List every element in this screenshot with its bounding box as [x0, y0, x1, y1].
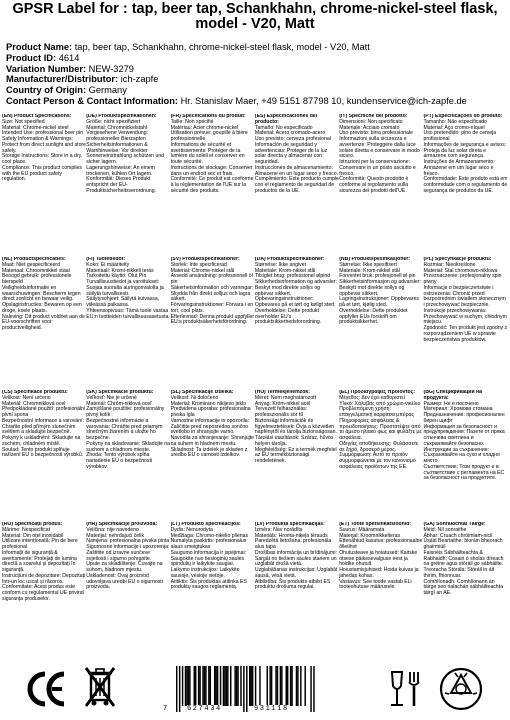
- spec-line: Usklađenost: Ovaj proizvod udovoljava uredbi EU o sigurnosti proizvoda.: [86, 572, 163, 591]
- spec-line: Materijal: nehrđajući čelik: [86, 532, 145, 539]
- spec-heading: (EN) Product Specifications:: [2, 114, 72, 119]
- spec-column: [339, 390, 423, 522]
- barcode-bar: [176, 666, 177, 712]
- spec-heading: (GA) Sonraíochtaí Táirge:: [423, 522, 486, 527]
- spec-line: Materiaal: Chroomnikkel staal: [2, 267, 70, 274]
- spec-line: Velikost: Ni določeno: [170, 394, 219, 401]
- barcode-bar: [271, 666, 272, 706]
- barcode-bar: [195, 666, 196, 706]
- spec-heading: (FR) Spécifications du produit:: [170, 114, 246, 119]
- spec-line: Compliance: This product complies with the EU product safety regulation.: [2, 164, 82, 183]
- spec-line: Sicherheitsinformationen & Warnhinweise: Vor direkter Sonneneinstrahlung schützen und sicher lagern.: [86, 141, 165, 165]
- spec-line: Pokyny na skladovanie: Skladujte na suchom a chladnom mieste.: [86, 440, 171, 453]
- spec-line: Säilytysohjeet: Säilytä kuivassa, viileässä paikassa.: [86, 296, 160, 308]
- spec-line: Tamaño: No especificado: [254, 124, 313, 131]
- barcode-bar: [246, 666, 247, 712]
- barcode-bar: [224, 666, 225, 706]
- spec-line: Atitiktis: Šis produktas atitinka ES produktų saugos reglamentą.: [170, 578, 247, 591]
- spec-heading: (ES) Especificaciones del producto:: [254, 114, 318, 125]
- spec-line: Bezpečnostní informace a varování: Chraňte před přímým slunečním světlem a skladujte bezpečně.: [2, 417, 85, 436]
- barcode-bar: [252, 666, 253, 706]
- spec-line: Yhteensopivuus: Tämä tuote vastaa EU:n tuotteiden turvallisuusasetusta.: [86, 307, 170, 320]
- barcode-bar: [269, 666, 270, 706]
- spec-line: Materiał: Stal chromowo-niklowa: [423, 267, 498, 274]
- spec-line: Opbevaringsinstruktioner: Opbevares på et tørt og køligt sted.: [254, 296, 336, 308]
- spec-line: Material: Aço cromo-níquel: [423, 124, 485, 131]
- spec-line: Förvaringsinstruktioner: Förvara i en torr, cool plats.: [170, 302, 254, 314]
- spec-heading: (RO) Specificații produs:: [2, 522, 63, 527]
- barcode-bar: [291, 666, 292, 706]
- spec-line: Sikkerhetsinformasjon og advarsler: Beskytt mot direkte sollys og oppbevar sikkert.: [339, 279, 421, 297]
- spec-line: Biztonsági információk és figyelmeztetések: Óvja a közvetlen napfénytől és tárolja biztonságosan.: [254, 417, 337, 436]
- spec-line: Material: Chrome-nickel steel: [2, 124, 69, 131]
- spec-line: Konformität: Dieses Produkt entspricht der EU-Produktsicherheitsverordnung.: [86, 176, 157, 194]
- spec-line: Treoracha Stórála: Stóráil in áit thirim, fhionnuar.: [423, 567, 495, 579]
- spec-heading: (FI) Tuotetiedot:: [86, 257, 126, 262]
- spec-column: [423, 114, 507, 246]
- spec-line: Materiale: Acciaio cromato: [339, 124, 400, 131]
- barcode-bar: [249, 666, 250, 706]
- spec-line: Varnostne informacije in opozorila: Zaščitite pred neposredno sončno svetlobo in shranjujte varno.: [170, 417, 250, 436]
- spec-line: Размер: Не е посочено: [423, 400, 479, 407]
- spec-line: Sikkerhedsinformation og advarsler: Beskyt mod direkte sollys og opbevar sikkert.: [254, 279, 337, 297]
- food-safe-glass-fork-icon: [386, 668, 426, 710]
- spec-column: [86, 257, 170, 389]
- barcode-bar: [287, 666, 288, 706]
- spec-line: Méid: Níl sonraithe: [423, 526, 467, 533]
- barcode-bar: [240, 666, 241, 706]
- spec-heading: (ET) Toote spetsifikatsioonid:: [339, 522, 412, 527]
- barcode-bar: [186, 666, 187, 706]
- label-footer: [0, 658, 510, 720]
- spec-line: Informații de siguranță & avertismente: Protejați de lumina directă a soarelui și depozitați în siguranță.: [2, 549, 77, 573]
- spec-line: Zhoda: Tento výrobok spĺňa nariadenie EÚ o bezpečnosti výrobkov.: [86, 452, 153, 470]
- spec-column: [423, 257, 507, 389]
- spec-heading: (CS) Specifikace produktu:: [2, 390, 68, 395]
- spec-column: [86, 390, 170, 522]
- spec-line: Drošības informācija un brīdinājumi: Sargāt no tiešiem saules stariem un uzglabāt drošā vietā.: [254, 549, 337, 568]
- spec-line: Dydis: Nenurodyta: [170, 526, 213, 533]
- spec-line: Materiale: Krom-nikkel stål: [254, 267, 316, 274]
- spec-column: [86, 114, 170, 246]
- barcode-bar: [280, 666, 281, 706]
- spec-heading: (BG) Спецификации на продукта:: [423, 390, 483, 401]
- spec-line: Vastavus: See toode vastab ELi tooteohutuse määrusele.: [339, 578, 412, 591]
- spec-line: Συμμόρφωση: Αυτό το προϊόν συμμορφώνεται με τον κανονισμό ασφάλειας προϊόντων της ΕΕ.: [339, 452, 416, 470]
- spec-line: Conformità: Questo prodotto è conforme al regolamento sulla sicurezza dei prodotti dell'UE.: [339, 176, 409, 194]
- spec-column: [171, 257, 255, 389]
- spec-heading: (PT) Especificações do produto:: [423, 114, 503, 119]
- spec-line: Méret: Nem meghatározott: [254, 394, 317, 401]
- spec-line: Overholdelse: Dette produkt overholder EU's produktsikkerhedsforordning.: [254, 307, 322, 326]
- spec-line: Předpokládané použití: profesionální pivní spona: [2, 406, 86, 418]
- barcode-bar: [259, 666, 260, 706]
- spec-line: Utilizare intenționată: Pin de bere profesional: [2, 538, 78, 550]
- spec-heading: (HR) Specifikacije proizvoda:: [86, 522, 158, 527]
- spec-line: Informations de sécurité et avertissements: Protéger de la lumière du soleil et conserver en toute sécurité.: [170, 141, 245, 165]
- spec-line: Storlek: Inte specificerad: [170, 261, 227, 268]
- barcode-bar: [204, 666, 205, 706]
- spec-line: Zgodność: Ten produkt jest zgodny z rozporządzeniem UE w sprawie bezpieczeństwa produktów.: [423, 325, 508, 343]
- spec-line: Paredzētā lietošana: profesionāla alus tapa: [254, 538, 332, 550]
- spec-line: Beoogd gebruik: professionele bierspeld: [2, 273, 72, 285]
- barcode-digits-left: 627434: [187, 705, 222, 713]
- spec-line: Przeznaczenie: profesjonalny spin piwny: [423, 273, 502, 285]
- spec-line: Veličina: nije navedeno: [86, 526, 139, 533]
- spec-line: Материал: Хромова стомана: [423, 406, 493, 413]
- spec-column: [423, 522, 507, 654]
- barcode-bar: [230, 666, 231, 706]
- spec-line: Navodila za shranjevanje: Shranjujte na suhem in hladnem mestu.: [170, 435, 255, 447]
- spec-line: Instruções de Armazenamento: Armazene em um lugar seco e fresco.: [423, 159, 495, 177]
- spec-line: Uso previsto: cerveza profesional: [254, 136, 331, 142]
- spec-column: [255, 522, 339, 654]
- ce-mark-icon: [26, 668, 68, 710]
- barcode-bar: [237, 666, 238, 706]
- spec-line: Material: Chrome-nickel stål: [170, 267, 235, 274]
- spec-line: Taille: Non spécifié: [170, 118, 214, 125]
- spec-heading: (IT) Specifiche del prodotto:: [339, 114, 408, 119]
- barcode-bar: [227, 666, 228, 706]
- spec-line: Ohutusteave ja hoiatused: Kaitske otsese päikesevalguse eest ja hoidke ohutult.: [339, 549, 418, 568]
- spec-line: Materiaali: Kromi-nikkeli teräs: [86, 267, 154, 274]
- barcode-bar: [194, 666, 195, 706]
- spec-heading: (LT) Produkto specifikacijos:: [170, 522, 241, 527]
- barcode-bar: [234, 666, 235, 706]
- spec-line: Uso pretendido: pino de cerveja profissional: [423, 130, 497, 142]
- spec-column: [86, 522, 170, 654]
- spec-line: Instrucțiuni de depozitare: Depozitați într-un loc uscat și răcoros.: [2, 572, 86, 585]
- spec-line: Maat: Niet gespecificeerd: [2, 261, 61, 268]
- spec-block: [2, 390, 508, 522]
- barcode-bar: [267, 666, 268, 706]
- spec-line: Dimensioni: Non specificato: [339, 118, 403, 125]
- barcode-bar: [236, 666, 237, 706]
- spec-line: Προβλεπόμενη χρήση: επαγγελματική καρφίτσα μπύρας: [339, 406, 414, 418]
- barcode-bar: [198, 666, 199, 706]
- spec-line: Größe: nicht spezifiziert: [86, 118, 141, 125]
- spec-heading: (LV) Produkta specifikācijas:: [254, 522, 325, 527]
- barcode-bar: [210, 666, 211, 706]
- spec-line: Instructions de stockage: Conserver dans un endroit sec et frais.: [170, 164, 253, 177]
- spec-line: Anyag: Króm-nikkel acél: [254, 400, 311, 407]
- spec-line: Material: Din oțel inoxidabil: [2, 532, 64, 539]
- spec-line: Bezpečnostné informácie a varovania: Chráňte pred priamym slnečným žiarením a uložte ho bezpečne.: [86, 417, 163, 441]
- spec-column: [339, 114, 423, 246]
- spec-line: Izmērs: Nav norādīts: [254, 526, 303, 533]
- barcode-bar: [220, 666, 221, 706]
- spec-line: Material: Chromnickelstahl: [86, 124, 147, 131]
- barcode-bar: [215, 666, 216, 706]
- barcode-bar: [202, 666, 203, 706]
- barcode-bar: [182, 666, 183, 706]
- spec-line: Tamanho: Não especificado: [423, 118, 487, 125]
- spec-line: Lagerungshinweise: An einem trockenen, kühlen Ort lagern.: [86, 164, 155, 177]
- spec-line: Cumplimiento: Este producto cumple con el reglamento de seguridad de productos de la UE.: [254, 176, 339, 194]
- spec-line: Størrelse: Ikke spesifisert: [339, 261, 397, 268]
- spec-line: Rozmiar: Nieokreślone: [423, 261, 476, 268]
- spec-line: Съответствие: Този продукт е в съответствие с регламента на ЕС за безопасност на продуктите.: [423, 463, 505, 482]
- barcode-bar: [185, 666, 186, 706]
- spec-heading: (NB) Produktspesifikasjoner:: [339, 257, 411, 262]
- spec-column: [2, 390, 86, 522]
- info-country-of-origin: Country of Origin: Germany: [6, 85, 127, 96]
- spec-line: Μέγεθος: Δεν έχει καθοριστεί: [339, 394, 405, 401]
- spec-line: Инструкции за съхранение: Съхранявайте на сухо и хладно място.: [423, 446, 500, 464]
- spec-line: Avsedd användning: professionell öl pin: [170, 273, 253, 285]
- recycling-symbol-icon: [438, 666, 484, 712]
- spec-line: Vorgesehene Verwendung: professioneller Bierzapfen: [86, 130, 149, 142]
- spec-block: [2, 114, 508, 246]
- page-title: GPSR Label for : tap, beer tap, Schankhahn, chrome-nickel-steel flask, model - V20, Matt: [12, 1, 498, 32]
- spec-line: Informazioni sulla sicurezza e avvertenze: Proteggere dalla luce solare diretta e conservare in modo sicuro.: [339, 136, 420, 160]
- spec-line: Medžiaga: Chromo-nikelio plienas: [170, 532, 249, 539]
- barcode-bar: [226, 666, 227, 706]
- spec-line: Информация за безопасност и предупреждения: Пазете от пряка слънчева светлина и съхранявайте безопасно.: [423, 423, 505, 447]
- spec-line: Upute za skladištenje: Čuvajte na suhom, hladnom mjestu.: [86, 561, 163, 573]
- info-contact: Contact Person & Contact Information: Hr. Stanislav Maer, +49 5151 87798 10, kundenservice@ich-zapfe.de: [6, 95, 467, 106]
- spec-line: Предназначение: професионален бирен щифт: [423, 412, 505, 424]
- spec-line: Tárolási utasítások: Száraz, hűvös helyen tárolja.: [254, 435, 334, 447]
- spec-line: Size: Not specified: [2, 118, 45, 125]
- spec-line: Predvidena uporaba: profesionalna pivska igla: [170, 406, 251, 418]
- barcode-bar: [255, 666, 256, 706]
- spec-heading: (SK) Špecifikácie produktu:: [86, 390, 154, 395]
- spec-line: Materiale: Krom-nikkel stål: [339, 267, 400, 274]
- spec-line: Zamýšľané použitie: profesionálny pivný kolík: [86, 406, 165, 418]
- barcode-bar: [286, 666, 287, 706]
- barcode-bar: [217, 666, 218, 706]
- barcode-bar: [313, 666, 314, 712]
- spec-column: [255, 390, 339, 522]
- spec-line: Tarkoitettu käyttö: Olut Pin: [86, 273, 147, 280]
- spec-column: [339, 257, 423, 389]
- info-product-name: Product Name: tap, beer tap, Schankhahn, chrome-nickel-steel flask, model - V20, Matt: [6, 42, 370, 52]
- barcode-bar: [205, 666, 206, 706]
- spec-column: [255, 114, 339, 246]
- spec-line: Intended Use: professional beer pin: [2, 130, 84, 137]
- spec-column: [2, 522, 86, 654]
- spec-line: Efterlevnad: Denna produkt uppfyller EU:s produktsäkerhetsförordning.: [170, 313, 255, 326]
- barcode-bar: [296, 666, 297, 706]
- spec-line: Lagringsinstruksjoner: Oppbevares på et tørt, kjølig sted.: [339, 296, 419, 308]
- product-info: [6, 42, 506, 107]
- spec-line: Namjena: profesionalna pivska pinta: [86, 538, 170, 545]
- spec-line: Megfelelőség: Ez a termék megfelel az EU termékbiztonsági rendeletének.: [254, 446, 337, 464]
- spec-line: Materjal: Kroomnikkelteras: [339, 532, 401, 539]
- spec-line: Πληροφορίες ασφάλειας & προειδοποιήσεις: Προστατέψτε από το άμεσο ηλιακό φως και φυλάξτε με ασφάλεια.: [339, 417, 422, 441]
- spec-column: [2, 257, 86, 389]
- spec-line: Istruzioni per la conservazione: Conservare in un posto asciutto e fresco.: [339, 159, 416, 177]
- spec-line: Ettenähtud kasutus: professionaalne õlletihvt: [339, 538, 423, 550]
- spec-line: Οδηγίες αποθήκευσης: Φυλάσσετε σε ξηρό, δροσερό μέρος.: [339, 440, 419, 453]
- spec-line: Comhlíonadh: Comhlíonann an táirge seo rialachán sábháilteachta táirgí an AE.: [423, 578, 503, 596]
- spec-line: Velikost: Není určeno: [2, 394, 51, 401]
- spec-line: Materiāls: Hroma-niķeļa tērauds: [254, 532, 328, 539]
- spec-line: Koko: Ei määritelty: [86, 261, 130, 268]
- spec-line: Soulad: Tento produkt splňuje nařízení EU o bezpečnosti výrobků.: [2, 446, 84, 459]
- spec-heading: (PL) Specyfikacje produktu:: [423, 257, 492, 262]
- barcode-bar: [188, 666, 189, 706]
- spec-line: Instrucciones de almacenamiento: Almacene en un lugar seco y fresco.: [254, 164, 339, 177]
- spec-line: Conformité: Ce produit est conforme à la réglementation de l'UE sur la sécurité des produits.: [170, 176, 254, 194]
- spec-line: Informações de segurança e avisos: Proteja da luz solar direta e armazene com segurança.: [423, 141, 507, 160]
- info-product-id: Product ID: 4614: [6, 52, 80, 63]
- spec-line: Laikymo instrukcijos: Laikykite sausoje, vėsioje vietoje.: [170, 567, 240, 579]
- barcode-bar: [214, 666, 215, 706]
- spec-heading: (HU) Termékjellemzők:: [254, 390, 310, 395]
- barcode-bar: [250, 666, 251, 706]
- spec-column: [2, 114, 86, 246]
- spec-line: Uzglabāšanas instrukcijas: Uzglabāt sausā, vēsā vietā.: [254, 567, 338, 579]
- spec-column: [423, 390, 507, 522]
- spec-line: Veľkosť: Nie je určené: [86, 394, 137, 401]
- spec-line: Faisnéis Sábháilteachta & Rabhaidh: Cosain ó sholas díreach na gréine agus stóráil go sábháilte.: [423, 549, 504, 568]
- spec-line: Información de seguridad y advertencias: Proteger de la luz solar directa y almacenar con seguridad.: [254, 141, 328, 165]
- spec-line: Matériau: Acier chrome-nickel: [170, 124, 239, 131]
- barcode-bar: [297, 666, 298, 706]
- barcode-bar: [304, 666, 305, 706]
- spec-heading: (EL) Προδιαγραφές προϊόντος:: [339, 390, 416, 395]
- spec-line: Uso previsto: birra professionale: [339, 130, 413, 137]
- barcode-bar: [208, 666, 209, 706]
- spec-column: [255, 257, 339, 389]
- spec-line: Υλικό: Χάλυβας από χρώμιο-νικέλιο: [339, 400, 421, 407]
- barcode-bar: [243, 666, 244, 712]
- spec-line: Atbilstība: Šis produkts atbilst ES produktu drošuma regulai.: [254, 578, 331, 591]
- barcode-bar: [300, 666, 301, 706]
- spec-line: Ábhar: Cruach chróimiam-nicil: [423, 532, 493, 539]
- barcode-bar: [179, 666, 180, 712]
- barcode-bar: [310, 666, 311, 712]
- spec-heading: (SL) Specifikacije izdelka:: [170, 390, 234, 395]
- spec-heading: (NL) Productspecificaties:: [2, 257, 66, 262]
- spec-line: Instrukcje przechowywania: Przechowywać w suchym, chłodnym miejscu.: [423, 307, 507, 326]
- spec-line: Saugumo informacija ir įspėjimai: Saugokite nuo tiesioginių saulės spindulių ir laikykite saugiai.: [170, 549, 247, 568]
- spec-line: Turvallisuustiedot ja varoitukset: Suojaa suoralta auringonvalolta ja säilytä turvallisesti.: [86, 279, 164, 297]
- spec-line: Veiligheidsinformatie en waarschuwingen: Bescherm tegen direct zonlicht en bewaar veilig.: [2, 284, 81, 303]
- spec-line: Storage Instructions: Store in a dry, cool place.: [2, 153, 83, 165]
- spec-line: Informacje o bezpieczeństwie i ostrzeżenia: Chronić przed bezpośrednim światłem słonecznym i przechowywać bezpiecznie.: [423, 284, 506, 308]
- spec-line: Material: Acero cromado-acero: [254, 130, 326, 137]
- spec-line: Størrelse: Ikke angivet: [254, 261, 307, 268]
- barcode-bar: [189, 666, 190, 706]
- spec-line: Skladnost: Ta izdelek je skladen z uredbo EU o varnosti izdelkov.: [170, 446, 248, 459]
- spec-block: [2, 522, 508, 654]
- spec-line: Sigurnosne informacije i upozorenja: Zaštitite od izravne sunčeve svjetlosti i sigurno pohranite.: [86, 544, 170, 562]
- spec-block: [2, 257, 508, 389]
- spec-line: Safety Information & Warnings: Protect from direct sunlight and store safely.: [2, 136, 86, 154]
- spec-heading: (SV) Produktspecifikationer:: [170, 257, 240, 262]
- spec-line: Naleving: Dit product voldoet aan de EU-voorschriften voor productveiligheid.: [2, 313, 85, 331]
- spec-line: Úsáid Beartaithe: bioráin bheorach ghairmiúil: [423, 538, 503, 550]
- barcode-bar: [223, 666, 224, 706]
- spec-line: Materiál: Chróm-niklová oceľ: [86, 400, 152, 407]
- spec-line: Conformidade: Este produto está em conformidade com o regulamento de segurança de produtos da UE.: [423, 176, 508, 194]
- info-variation-number: Variation Number: NEW-3279: [6, 63, 134, 74]
- barcode-bar: [277, 666, 278, 706]
- spec-line: Materiál: Chromniklová ocel: [2, 400, 66, 407]
- barcode-bar: [290, 666, 291, 706]
- barcode-digits-right: 931118: [254, 705, 289, 713]
- spec-line: Tervezett felhasználás: professzionális sör tű: [254, 406, 308, 418]
- info-manufacturer: Manufacturer/Distributor: ich-zapfe: [6, 74, 159, 85]
- weee-crossed-bin-icon: [84, 666, 116, 710]
- spec-heading: (DE) Produktspezifikationen:: [86, 114, 157, 119]
- spec-line: Mărime: Nespecificat: [2, 526, 50, 533]
- spec-column: [171, 114, 255, 246]
- spec-line: Utilisation prévue: goupille à bière professionnelle: [170, 130, 248, 142]
- spec-line: Tilsigtet brug: professionel ølpind: [254, 273, 331, 280]
- spec-line: Suurus: Määramata: [339, 526, 385, 533]
- barcode-digit-first: 7: [163, 705, 168, 713]
- spec-line: Forventet bruk: profesjonell øl pin: [339, 273, 416, 280]
- spec-line: Opslaginstructies: Bewaren op een droge, koele plaats.: [2, 302, 82, 314]
- barcode-bar: [199, 666, 200, 706]
- spec-line: Numatyta paskirtis: profesionalus alaus smeigtukas: [170, 538, 247, 550]
- spec-line: Pokyny k uskladnění: Skladujte na suchém, chladném místě.: [2, 435, 81, 447]
- spec-line: Material: Kromirano nikljevo jeklo: [170, 400, 247, 407]
- barcode-bar: [275, 666, 276, 706]
- spec-line: Conformitate: Acest produs este conform cu regulamentul UE privind siguranța produselor.: [2, 584, 84, 602]
- spec-line: Overholdelse: Dette produktet oppfyller EUs forskrift om produktsikkerhet.: [339, 307, 408, 326]
- spec-column: [339, 522, 423, 654]
- spec-heading: (DA) Produktspecifikationer:: [254, 257, 325, 262]
- spec-column: [171, 522, 255, 654]
- spec-line: Hoiustamisjuhised: Hoida kuivas ja jahedas kohas.: [339, 567, 419, 579]
- barcode-bar: [281, 666, 282, 706]
- spec-column: [171, 390, 255, 522]
- spec-line: Säkerhetsinformation och varningar: Skydda från direkt solljus och lagra säkert.: [170, 284, 254, 303]
